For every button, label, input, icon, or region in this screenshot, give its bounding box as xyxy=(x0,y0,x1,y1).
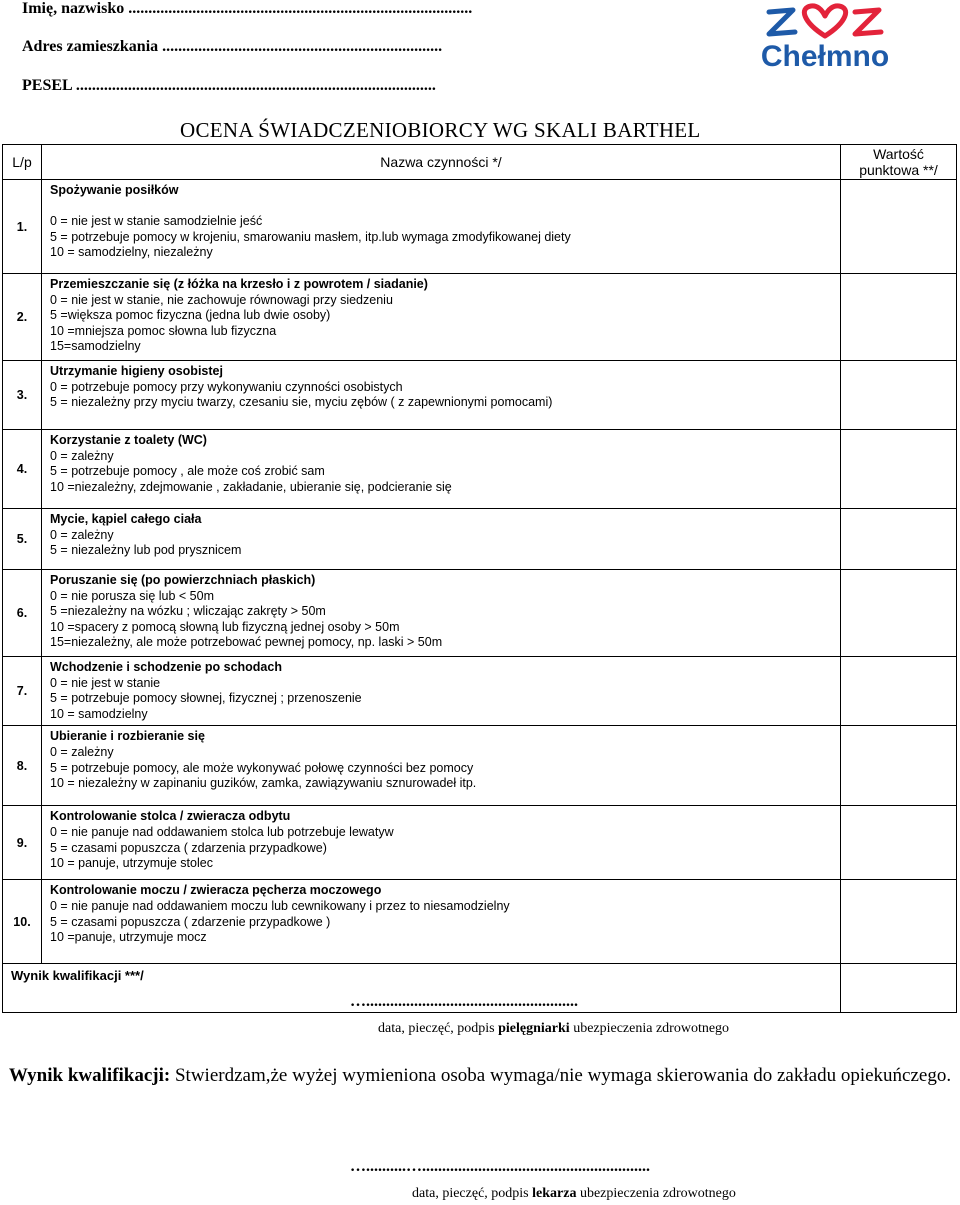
score-option: 10 =mniejsza pomoc słowna lub fizyczna xyxy=(50,323,277,338)
row-number: 10. xyxy=(3,880,42,964)
score-option: 5 =większa pomoc fizyczna (jedna lub dwie osoby) xyxy=(50,308,331,323)
score-option: 0 = nie jest w stanie samodzielnie jeść xyxy=(50,214,263,229)
doctor-signature-caption xyxy=(412,1186,736,1202)
chelmno-logo xyxy=(755,2,895,72)
score-value-cell[interactable] xyxy=(841,274,957,361)
score-option: 5 =niezależny na wózku ; wliczając zakręty > 50m xyxy=(50,604,326,619)
score-option: 5 = niezależny lub pod prysznicem xyxy=(50,543,242,558)
activity-cell xyxy=(42,880,841,964)
score-value-cell[interactable] xyxy=(841,180,957,274)
table-row xyxy=(3,657,957,726)
score-option: 10 =spacery z pomocą słowną lub fizyczną jednej osoby > 50m xyxy=(50,619,400,634)
name-dots: ...................................................................................... xyxy=(124,0,473,17)
score-option: 5 = czasami popuszcza ( zdarzenie przypadkowe ) xyxy=(50,914,331,929)
table-row xyxy=(3,570,957,657)
page-title: OCENA ŚWIADCZENIOBIORCY WG SKALI BARTHEL xyxy=(180,118,701,142)
score-option: 10 =panuje, utrzymuje mocz xyxy=(50,930,207,945)
row-number: 1. xyxy=(3,180,42,274)
result-label: Wynik kwalifikacji ***/ xyxy=(3,964,841,1013)
activity-title: Utrzymanie higieny osobistej xyxy=(50,364,223,378)
header-lp: L/p xyxy=(3,145,42,180)
score-option: 0 = nie panuje nad oddawaniem moczu lub cewnikowany i przez to niesamodzielny xyxy=(50,898,510,913)
activity-title: Poruszanie się (po powierzchniach płaskich) xyxy=(50,573,316,587)
header-name: Nazwa czynności */ xyxy=(42,145,841,180)
activity-title: Kontrolowanie moczu / zwieracza pęcherza moczowego xyxy=(50,883,382,898)
activity-title: Kontrolowanie stolca / zwieracza odbytu xyxy=(50,809,291,824)
score-option: 0 = zależny xyxy=(50,744,114,759)
table-row xyxy=(3,880,957,964)
table-row xyxy=(3,361,957,430)
logo-text: Chełmno xyxy=(760,40,890,72)
activity-cell xyxy=(42,657,841,726)
score-option: 10 = samodzielny, niezależny xyxy=(50,245,213,260)
row-number: 7. xyxy=(3,657,42,726)
header-value-line1: Wartość xyxy=(873,146,924,162)
score-value-cell[interactable] xyxy=(841,657,957,726)
table-row xyxy=(3,274,957,361)
pesel-label: PESEL xyxy=(22,77,72,94)
nurse-signature-caption xyxy=(378,1021,729,1037)
final-label: Wynik kwalifikacji: xyxy=(8,1065,171,1086)
score-option: 10 = panuje, utrzymuje stolec xyxy=(50,856,213,871)
score-option: 5 = potrzebuje pomocy w krojeniu, smarowaniu masłem, itp.lub wymaga zmodyfikowanej diety xyxy=(50,229,571,244)
score-option: 0 = nie panuje nad oddawaniem stolca lub potrzebuje lewatyw xyxy=(50,824,394,839)
row-number: 2. xyxy=(3,274,42,361)
score-option: 5 = potrzebuje pomocy słownej, fizycznej ; przenoszenie xyxy=(50,691,362,706)
row-number: 6. xyxy=(3,570,42,657)
activity-title: Wchodzenie i schodzenie po schodach xyxy=(50,660,282,674)
table-row xyxy=(3,806,957,880)
barthel-table xyxy=(2,144,957,1013)
doctor-caption-post: ubezpieczenia zdrowotnego xyxy=(576,1186,736,1201)
score-option: 5 = niezależny przy myciu twarzy, czesaniu sie, myciu zębów ( z zapewnionymi pomocami) xyxy=(50,395,553,410)
final-statement xyxy=(0,1064,960,1088)
score-option: 10 =niezależny, zdejmowanie , zakładanie, ubieranie się, podcieranie się xyxy=(50,479,452,494)
activity-cell xyxy=(42,274,841,361)
score-value-cell[interactable] xyxy=(841,880,957,964)
table-row xyxy=(3,726,957,806)
nurse-caption-pre: data, pieczęć, podpis xyxy=(378,1021,499,1036)
final-text: Stwierdzam,że wyżej wymieniona osoba wymaga/nie wymaga skierowania do zakładu opiekuńczego. xyxy=(170,1065,952,1086)
score-value-cell[interactable] xyxy=(841,361,957,430)
score-option: 5 = czasami popuszcza ( zdarzenia przypadkowe) xyxy=(50,840,327,855)
score-option: 5 = potrzebuje pomocy , ale może coś zrobić sam xyxy=(50,464,325,479)
activity-cell xyxy=(42,570,841,657)
nurse-caption-bold: pielęgniarki xyxy=(498,1021,570,1036)
activity-title: Ubieranie i rozbieranie się xyxy=(50,729,205,744)
activity-cell xyxy=(42,509,841,570)
score-option xyxy=(50,199,832,215)
nurse-caption-post: ubezpieczenia zdrowotnego xyxy=(569,1021,730,1036)
table-header-row xyxy=(3,145,957,180)
activity-title: Spożywanie posiłków xyxy=(50,183,179,197)
address-dots: ...................................................................... xyxy=(158,38,443,55)
activity-cell xyxy=(42,430,841,509)
score-option: 0 = nie porusza się lub < 50m xyxy=(50,588,214,603)
score-option: 0 = potrzebuje pomocy przy wykonywaniu czynności osobistych xyxy=(50,379,403,394)
activity-title: Mycie, kąpiel całego ciała xyxy=(50,512,202,526)
activity-title: Korzystanie z toalety (WC) xyxy=(50,433,207,447)
table-row xyxy=(3,430,957,509)
row-number: 3. xyxy=(3,361,42,430)
score-option: 15=niezależny, ale może potrzebować pewnej pomocy, np. laski > 50m xyxy=(50,635,443,650)
result-value-cell[interactable] xyxy=(841,964,957,1013)
table-row xyxy=(3,509,957,570)
activity-cell xyxy=(42,180,841,274)
score-value-cell[interactable] xyxy=(841,570,957,657)
table-row xyxy=(3,180,957,274)
row-number: 8. xyxy=(3,726,42,806)
score-option: 0 = nie jest w stanie xyxy=(50,675,161,690)
header-value-line2: punktowa **/ xyxy=(859,162,938,178)
score-option: 0 = zależny xyxy=(50,448,114,463)
activity-cell xyxy=(42,726,841,806)
doctor-caption-bold: lekarza xyxy=(532,1186,577,1201)
pesel-dots: .......................................................................................... xyxy=(71,77,436,94)
score-option: 0 = nie jest w stanie, nie zachowuje równowagi przy siedzeniu xyxy=(50,292,393,307)
activity-cell xyxy=(42,806,841,880)
doctor-signature-dots: …..........…......................................................... xyxy=(350,1158,650,1175)
score-option: 15=samodzielny xyxy=(50,339,141,354)
header-value xyxy=(841,145,957,180)
score-value-cell[interactable] xyxy=(841,509,957,570)
score-value-cell[interactable] xyxy=(841,430,957,509)
score-value-cell[interactable] xyxy=(841,806,957,880)
name-label: Imię, nazwisko xyxy=(22,0,125,17)
activity-title: Przemieszczanie się (z łóżka na krzesło i z powrotem / siadanie) xyxy=(50,277,428,291)
address-label: Adres zamieszkania xyxy=(22,38,159,55)
doctor-caption-pre: data, pieczęć, podpis xyxy=(412,1186,533,1201)
row-number: 4. xyxy=(3,430,42,509)
activity-cell xyxy=(42,361,841,430)
pesel-field xyxy=(22,77,436,95)
row-number: 5. xyxy=(3,509,42,570)
row-number: 9. xyxy=(3,806,42,880)
score-option: 5 = potrzebuje pomocy, ale może wykonywać połowę czynności bez pomocy xyxy=(50,760,474,775)
name-field xyxy=(22,0,472,18)
nurse-signature-dots: …..................................................... xyxy=(350,993,578,1010)
score-value-cell[interactable] xyxy=(841,726,957,806)
score-option: 0 = zależny xyxy=(50,527,114,542)
score-option: 10 = samodzielny xyxy=(50,706,148,721)
address-field xyxy=(22,38,442,56)
score-option: 10 = niezależny w zapinaniu guzików, zamka, zawiązywaniu sznurowadeł itp. xyxy=(50,776,477,791)
